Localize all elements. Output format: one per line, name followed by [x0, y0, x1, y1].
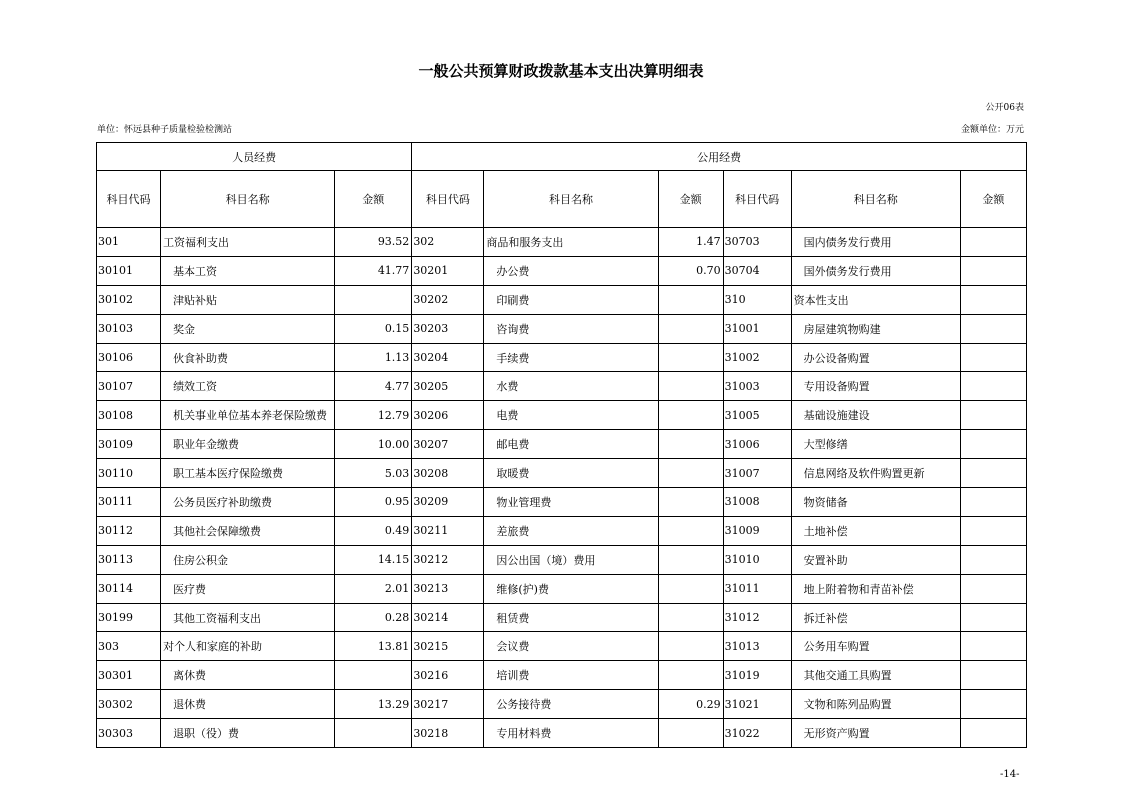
- subject-code: 31011: [723, 574, 791, 603]
- subject-name: 公务接待费: [484, 690, 658, 719]
- amount-value: 93.52: [335, 228, 412, 257]
- subject-name: 地上附着物和青苗补偿: [791, 574, 960, 603]
- amount-value: [658, 516, 723, 545]
- amount-value: [960, 516, 1026, 545]
- subject-code: 31003: [723, 372, 791, 401]
- subject-code: 31006: [723, 430, 791, 459]
- amount-value: 0.70: [658, 256, 723, 285]
- table-row: [97, 574, 1027, 603]
- subject-name: 办公费: [484, 256, 658, 285]
- subject-name: 其他工资福利支出: [161, 603, 335, 632]
- subject-code: 31021: [723, 690, 791, 719]
- amount-value: [960, 314, 1026, 343]
- subject-code: 30201: [412, 256, 484, 285]
- subject-code: 30103: [97, 314, 161, 343]
- subject-code: 30303: [97, 719, 161, 748]
- amount-value: [960, 430, 1026, 459]
- subject-name: 租赁费: [484, 603, 658, 632]
- amount-value: [658, 314, 723, 343]
- col-header-name: 科目名称: [161, 171, 335, 228]
- subject-code: 30114: [97, 574, 161, 603]
- amount-value: [960, 401, 1026, 430]
- expenditure-detail-table: [96, 142, 1027, 748]
- amount-value: [658, 372, 723, 401]
- subject-name: 培训费: [484, 661, 658, 690]
- subject-code: 31019: [723, 661, 791, 690]
- subject-code: 30302: [97, 690, 161, 719]
- report-title: 一般公共预算财政拨款基本支出决算明细表: [418, 62, 704, 80]
- subject-code: 30204: [412, 343, 484, 372]
- subject-code: 30216: [412, 661, 484, 690]
- table-row: [97, 632, 1027, 661]
- subject-name: 办公设备购置: [791, 343, 960, 372]
- table-row: [97, 516, 1027, 545]
- amount-value: [658, 719, 723, 748]
- subject-name: 物资储备: [791, 488, 960, 517]
- col-header-code: 科目代码: [412, 171, 484, 228]
- subject-name: 邮电费: [484, 430, 658, 459]
- subject-code: 30111: [97, 488, 161, 517]
- subject-code: 310: [723, 285, 791, 314]
- amount-value: 0.95: [335, 488, 412, 517]
- amount-value: 5.03: [335, 459, 412, 488]
- subject-code: 31012: [723, 603, 791, 632]
- col-header-amount: 金额: [960, 171, 1026, 228]
- subject-code: 30102: [97, 285, 161, 314]
- amount-value: [960, 719, 1026, 748]
- amount-value: [960, 545, 1026, 574]
- amount-value: [658, 632, 723, 661]
- subject-name: 职工基本医疗保险缴费: [161, 459, 335, 488]
- amount-value: [335, 661, 412, 690]
- amount-value: [658, 603, 723, 632]
- amount-value: [658, 661, 723, 690]
- subject-name: 维修(护)费: [484, 574, 658, 603]
- subject-code: 30109: [97, 430, 161, 459]
- subject-name: 国外债务发行费用: [791, 256, 960, 285]
- subject-name: 专用材料费: [484, 719, 658, 748]
- amount-value: [335, 285, 412, 314]
- subject-code: 30218: [412, 719, 484, 748]
- subject-name: 会议费: [484, 632, 658, 661]
- amount-value: [960, 285, 1026, 314]
- subject-name: 取暖费: [484, 459, 658, 488]
- subject-name: 电费: [484, 401, 658, 430]
- table-row: [97, 545, 1027, 574]
- subject-name: 其他交通工具购置: [791, 661, 960, 690]
- subject-code: 30217: [412, 690, 484, 719]
- subject-name: 印刷费: [484, 285, 658, 314]
- amount-value: [960, 632, 1026, 661]
- amount-value: [960, 690, 1026, 719]
- subject-name: 工资福利支出: [161, 228, 335, 257]
- subject-code: 30211: [412, 516, 484, 545]
- amount-value: [960, 228, 1026, 257]
- subject-name: 水费: [484, 372, 658, 401]
- subject-code: 31007: [723, 459, 791, 488]
- subject-code: 31008: [723, 488, 791, 517]
- amount-value: 41.77: [335, 256, 412, 285]
- subject-code: 30704: [723, 256, 791, 285]
- amount-value: [960, 372, 1026, 401]
- amount-value: [658, 401, 723, 430]
- subject-name: 信息网络及软件购置更新: [791, 459, 960, 488]
- subject-name: 住房公积金: [161, 545, 335, 574]
- header-row-columns: [97, 171, 1027, 228]
- amount-value: [960, 488, 1026, 517]
- subject-code: 30703: [723, 228, 791, 257]
- col-header-name: 科目名称: [484, 171, 658, 228]
- amount-value: [335, 719, 412, 748]
- table-row: [97, 343, 1027, 372]
- subject-name: 安置补助: [791, 545, 960, 574]
- table-row: [97, 228, 1027, 257]
- subject-code: 31010: [723, 545, 791, 574]
- table-row: [97, 430, 1027, 459]
- amount-value: 0.49: [335, 516, 412, 545]
- subject-name: 专用设备购置: [791, 372, 960, 401]
- subject-code: 30205: [412, 372, 484, 401]
- subject-name: 绩效工资: [161, 372, 335, 401]
- subject-name: 因公出国（境）费用: [484, 545, 658, 574]
- amount-value: [658, 343, 723, 372]
- col-header-amount: 金额: [658, 171, 723, 228]
- subject-code: 301: [97, 228, 161, 257]
- amount-value: [960, 459, 1026, 488]
- amount-value: [658, 488, 723, 517]
- amount-value: [658, 430, 723, 459]
- subject-code: 30107: [97, 372, 161, 401]
- subject-code: 30108: [97, 401, 161, 430]
- table-row: [97, 488, 1027, 517]
- table-row: [97, 459, 1027, 488]
- subject-code: 31009: [723, 516, 791, 545]
- subject-name: 房屋建筑物购建: [791, 314, 960, 343]
- subject-name: 退休费: [161, 690, 335, 719]
- subject-code: 30209: [412, 488, 484, 517]
- subject-name: 国内债务发行费用: [791, 228, 960, 257]
- amount-value: 13.29: [335, 690, 412, 719]
- subject-name: 公务用车购置: [791, 632, 960, 661]
- table-row: [97, 285, 1027, 314]
- subject-name: 物业管理费: [484, 488, 658, 517]
- subject-name: 奖金: [161, 314, 335, 343]
- amount-value: 12.79: [335, 401, 412, 430]
- amount-value: 2.01: [335, 574, 412, 603]
- amount-value: [960, 256, 1026, 285]
- subject-code: 30214: [412, 603, 484, 632]
- reporting-unit: 单位：怀远县种子质量检验检测站: [97, 125, 233, 135]
- subject-code: 30213: [412, 574, 484, 603]
- subject-code: 30215: [412, 632, 484, 661]
- amount-value: 13.81: [335, 632, 412, 661]
- amount-value: [658, 459, 723, 488]
- subject-code: 30206: [412, 401, 484, 430]
- subject-code: 30207: [412, 430, 484, 459]
- amount-value: [658, 574, 723, 603]
- table-row: [97, 256, 1027, 285]
- amount-value: 4.77: [335, 372, 412, 401]
- subject-name: 伙食补助费: [161, 343, 335, 372]
- table-row: [97, 719, 1027, 748]
- table-row: [97, 372, 1027, 401]
- amount-value: [658, 285, 723, 314]
- subject-code: 31013: [723, 632, 791, 661]
- subject-code: 30113: [97, 545, 161, 574]
- subject-code: 30301: [97, 661, 161, 690]
- amount-value: 10.00: [335, 430, 412, 459]
- subject-name: 公务员医疗补助缴费: [161, 488, 335, 517]
- subject-name: 其他社会保障缴费: [161, 516, 335, 545]
- subject-code: 30202: [412, 285, 484, 314]
- subject-name: 对个人和家庭的补助: [161, 632, 335, 661]
- subject-name: 商品和服务支出: [484, 228, 658, 257]
- col-header-code: 科目代码: [723, 171, 791, 228]
- col-header-amount: 金额: [335, 171, 412, 228]
- subject-name: 退职（役）费: [161, 719, 335, 748]
- subject-name: 咨询费: [484, 314, 658, 343]
- subject-name: 资本性支出: [791, 285, 960, 314]
- header-row-groups: [97, 143, 1027, 171]
- subject-name: 无形资产购置: [791, 719, 960, 748]
- amount-unit: 金额单位：万元: [960, 125, 1024, 135]
- subject-name: 职业年金缴费: [161, 430, 335, 459]
- amount-value: [960, 603, 1026, 632]
- col-header-name: 科目名称: [791, 171, 960, 228]
- subject-name: 土地补偿: [791, 516, 960, 545]
- subject-code: 31022: [723, 719, 791, 748]
- subject-code: 30106: [97, 343, 161, 372]
- amount-value: [658, 545, 723, 574]
- amount-value: [960, 661, 1026, 690]
- subject-name: 文物和陈列品购置: [791, 690, 960, 719]
- subject-code: 30208: [412, 459, 484, 488]
- table-row: [97, 661, 1027, 690]
- subject-code: 30199: [97, 603, 161, 632]
- table-row: [97, 603, 1027, 632]
- subject-name: 离休费: [161, 661, 335, 690]
- table-row: [97, 314, 1027, 343]
- form-number: 公开06表: [985, 103, 1024, 113]
- subject-name: 差旅费: [484, 516, 658, 545]
- subject-name: 机关事业单位基本养老保险缴费: [161, 401, 335, 430]
- subject-code: 31005: [723, 401, 791, 430]
- page-number: -14-: [1000, 769, 1020, 780]
- table-row: [97, 401, 1027, 430]
- amount-value: 0.15: [335, 314, 412, 343]
- subject-code: 303: [97, 632, 161, 661]
- amount-value: 0.29: [658, 690, 723, 719]
- subject-code: 31002: [723, 343, 791, 372]
- subject-code: 30212: [412, 545, 484, 574]
- amount-value: 1.13: [335, 343, 412, 372]
- amount-value: [960, 574, 1026, 603]
- subject-name: 手续费: [484, 343, 658, 372]
- table-row: [97, 690, 1027, 719]
- amount-value: 1.47: [658, 228, 723, 257]
- public-expense-header: 公用经费: [412, 143, 1027, 171]
- subject-code: 30101: [97, 256, 161, 285]
- subject-name: 基本工资: [161, 256, 335, 285]
- subject-code: 31001: [723, 314, 791, 343]
- subject-name: 拆迁补偿: [791, 603, 960, 632]
- subject-name: 医疗费: [161, 574, 335, 603]
- subject-code: 30112: [97, 516, 161, 545]
- subject-name: 基础设施建设: [791, 401, 960, 430]
- col-header-code: 科目代码: [97, 171, 161, 228]
- subject-code: 302: [412, 228, 484, 257]
- amount-value: 14.15: [335, 545, 412, 574]
- subject-code: 30110: [97, 459, 161, 488]
- subject-code: 30203: [412, 314, 484, 343]
- amount-value: [960, 343, 1026, 372]
- subject-name: 津贴补贴: [161, 285, 335, 314]
- personnel-expense-header: 人员经费: [97, 143, 412, 171]
- subject-name: 大型修缮: [791, 430, 960, 459]
- amount-value: 0.28: [335, 603, 412, 632]
